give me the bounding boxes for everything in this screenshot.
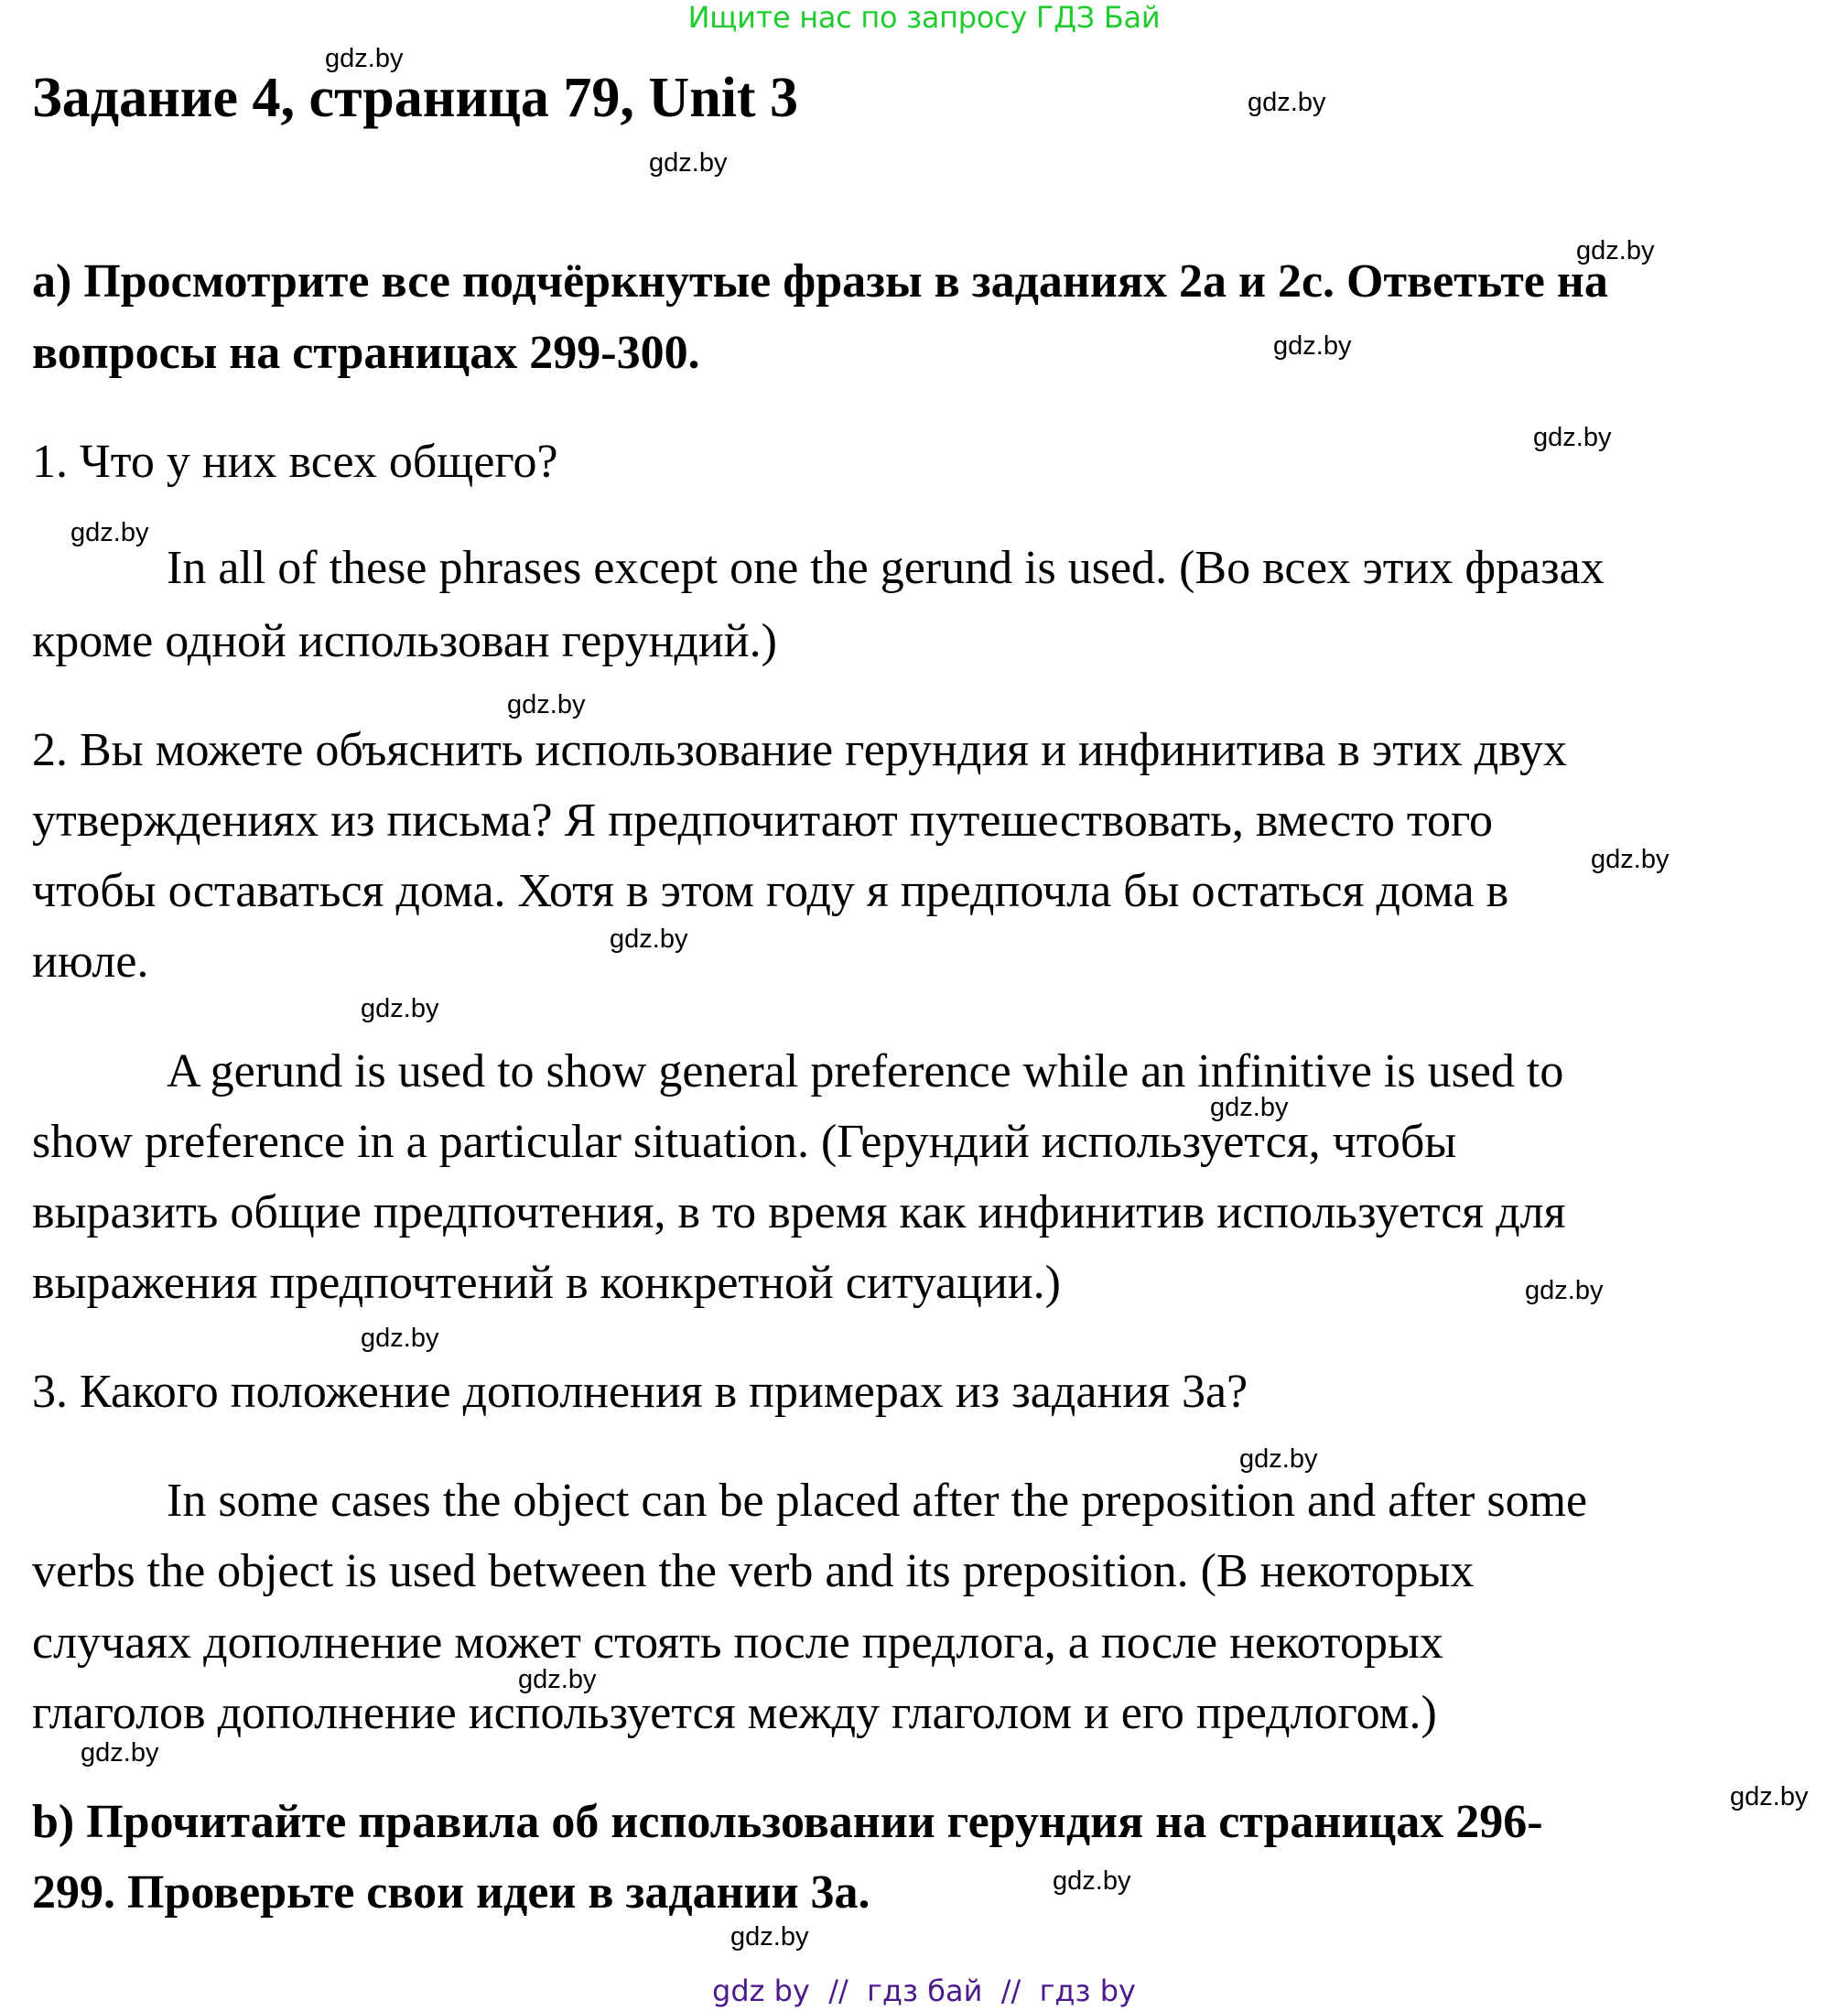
section-b-heading-line-2: 299. Проверьте свои идеи в задании 3a. <box>32 1866 870 1919</box>
answer-2-line-2: show preference in a particular situation. (Герундий используется, чтобы <box>32 1116 1457 1168</box>
answer-3-line-2: verbs the object is used between the verb and its preposition. (В некоторых <box>32 1545 1475 1597</box>
watermark: gdz.by <box>70 518 149 547</box>
watermark: gdz.by <box>1053 1866 1131 1896</box>
answer-1-line-1: In all of these phrases except one the gerund is used. (Во всех этих фразах <box>167 542 1605 594</box>
answer-2-line-3: выразить общие предпочтения, в то время как инфинитив используется для <box>32 1186 1566 1238</box>
watermark: gdz.by <box>361 994 439 1023</box>
watermark: gdz.by <box>507 690 586 719</box>
watermark: gdz.by <box>649 148 728 178</box>
watermark: gdz.by <box>518 1665 597 1694</box>
watermark: gdz.by <box>610 924 688 954</box>
watermark: gdz.by <box>1239 1444 1318 1474</box>
watermark: gdz.by <box>1533 423 1612 452</box>
answer-3-line-3: случаях дополнение может стоять после предлога, а после некоторых <box>32 1616 1443 1669</box>
question-2-line-3: чтобы оставаться дома. Хотя в этом году я предпочла бы остаться дома в <box>32 865 1509 917</box>
watermark: gdz.by <box>1210 1093 1289 1122</box>
watermark: gdz.by <box>730 1922 809 1952</box>
watermark: gdz.by <box>1591 845 1670 874</box>
watermark: gdz.by <box>1525 1276 1604 1305</box>
section-a-heading-line-2: вопросы на страницах 299-300. <box>32 327 700 379</box>
watermark: gdz.by <box>1273 331 1352 361</box>
section-a-heading-line-1: а) Просмотрите все подчёркнутые фразы в заданиях 2a и 2c. Ответьте на <box>32 255 1608 308</box>
section-b-heading-line-1: b) Прочитайте правила об использовании герундия на страницах 296- <box>32 1796 1543 1848</box>
promo-banner: Ищите нас по запросу ГДЗ Бай <box>687 0 1161 35</box>
question-2-line-4: июле. <box>32 935 149 988</box>
watermark: gdz.by <box>81 1738 159 1768</box>
question-2-line-1: 2. Вы можете объяснить использование герундия и инфинитива в этих двух <box>32 724 1568 776</box>
answer-2-line-1: A gerund is used to show general preference while an infinitive is used to <box>167 1045 1564 1097</box>
answer-1-line-2: кроме одной использован герундий.) <box>32 615 777 667</box>
page-title: Задание 4, страница 79, Unit 3 <box>32 67 799 129</box>
watermark: gdz.by <box>1576 236 1655 265</box>
question-1: 1. Что у них всех общего? <box>32 436 558 488</box>
question-2-line-2: утверждениях из письма? Я предпочитают путешествовать, вместо того <box>32 795 1494 847</box>
answer-3-line-1: In some cases the object can be placed after the preposition and after some <box>167 1475 1588 1527</box>
answer-2-line-4: выражения предпочтений в конкретной ситуации.) <box>32 1257 1061 1309</box>
answer-3-line-4: глаголов дополнение используется между глаголом и его предлогом.) <box>32 1687 1437 1739</box>
watermark: gdz.by <box>325 44 404 73</box>
question-3: 3. Какого положение дополнения в примерах из задания 3a? <box>32 1366 1248 1418</box>
watermark: gdz.by <box>1248 88 1326 117</box>
watermark: gdz.by <box>1730 1782 1809 1811</box>
footer-links: gdz by // гдз бай // гдз by <box>712 1973 1136 2008</box>
watermark: gdz.by <box>361 1324 439 1353</box>
